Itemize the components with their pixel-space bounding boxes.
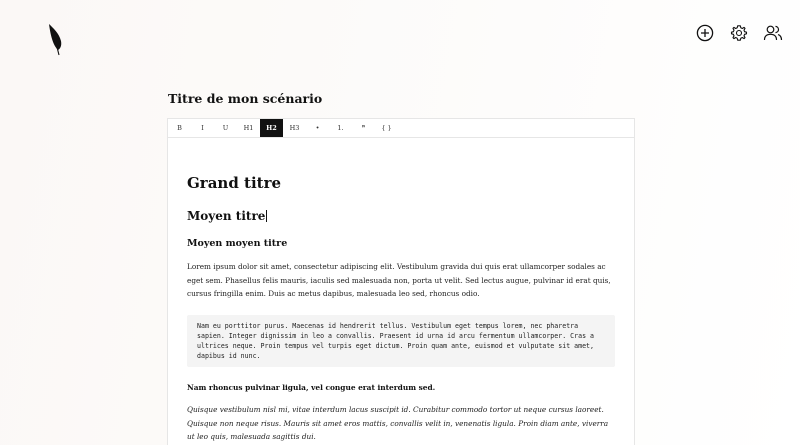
code-block: Nam eu porttitor purus. Maecenas id hendrerit tellus. Vestibulum eget tempus lorem, nec pharetra sapien. Integer dignissim in leo a convallis. Praesent id urna id arcu fermentum ullamcorper. Cras a ultrices neque. Proin tempus vel turpis eget dictum. Proin quam ante, euismod et vulputate sit amet, dapibus id nunc. [187,315,615,368]
gear-icon[interactable] [728,22,750,44]
add-icon[interactable] [694,22,716,44]
editor-content[interactable] [168,174,634,444]
code-block-button[interactable]: { } [381,124,392,132]
editor[interactable] [167,118,635,445]
editor-toolbar [168,119,634,138]
text-caret [266,210,267,222]
bullet-list-button[interactable]: • [315,124,320,132]
heading-2 [187,209,615,223]
users-icon[interactable] [762,22,784,44]
feather-logo-icon[interactable] [44,22,66,56]
document-title[interactable]: Titre de mon scénario [168,91,323,106]
heading-3: Moyen moyen titre [187,238,288,249]
top-actions [694,22,784,44]
italic-button[interactable]: I [201,124,204,132]
paragraph: Lorem ipsum dolor sit amet, consectetur adipiscing elit. Vestibulum gravida dui quis erat ullamcorper sodales ac eget sem. Phasellus felis mauris, iaculis sed malesuada non, porta ut velit. Sed lectus augue, pulvinar id erat quis, cursus fringilla enim. Duis ac metus dapibus, malesuada leo sed, rhoncus odio. [187,262,611,298]
underline-button[interactable]: U [222,124,229,132]
heading-2-text: Moyen titre [187,209,266,223]
bold-button[interactable]: B [177,124,182,132]
bold-paragraph: Nam rhoncus pulvinar ligula, vel congue erat interdum sed. [187,383,436,393]
ordered-list-button[interactable]: 1. [337,124,344,132]
heading-2-button[interactable]: H2 [260,119,283,137]
heading-3-button[interactable]: H3 [289,124,300,132]
blockquote-button[interactable]: ❞ [361,124,366,132]
heading-1-button[interactable]: H1 [243,124,254,132]
italic-paragraph: Quisque vestibulum nisl mi, vitae interdum lacus suscipit id. Curabitur commodo tortor ut neque cursus laoreet. Quisque non neque risus. Mauris sit amet eros mattis, convallis velit in, venenatis ligula. Proin diam ante, viverra ut leo quis, malesuada sagittis dui. [187,405,609,442]
heading-1: Grand titre [187,174,282,192]
